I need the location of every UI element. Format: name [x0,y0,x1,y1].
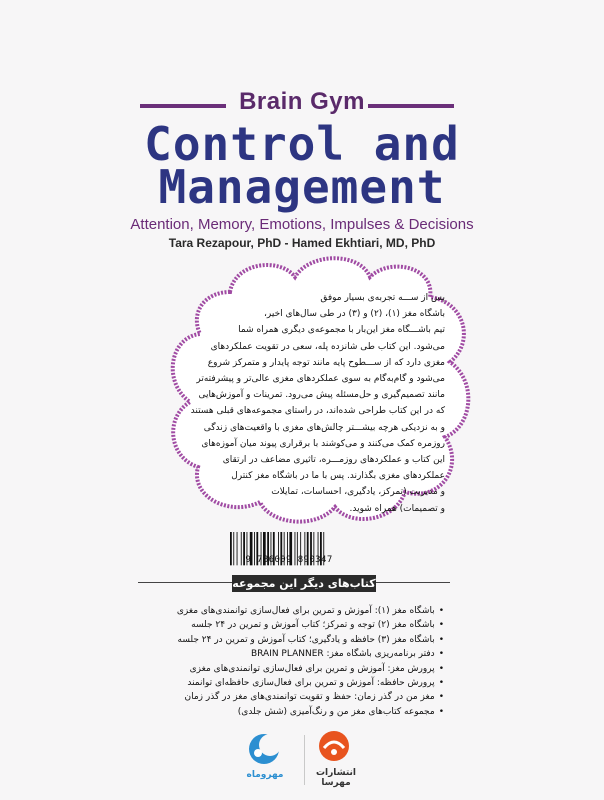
cloud-line: و به نزدیکی هرچه بیشـــتر چالش‌های مغزی با واقعیت‌های زندگی [203,422,445,433]
list-item: • پرورش مغز: آموزش و تمرین برای فعال‌سازی توانمندی‌های مغزی [148,662,444,676]
list-item: • باشگاه مغز (۱): آموزش و تمرین برای فعال‌سازی توانمندی‌های مغزی [148,604,444,618]
list-item: • مغز من در گذر زمان: حفظ و تقویت توانمندی‌های مغز در گذر زمان [148,690,444,704]
list-item: • پرورش حافظه: آموزش و تمرین برای فعال‌سازی حافظه‌ای توانمند [148,676,444,690]
cloud-description [190,290,445,514]
book-authors: Tara Rezapour, PhD - Hamed Ekhtiari, MD, PhD [168,236,436,250]
mehromah-logo-icon [244,732,284,766]
cloud-line: روزمره کمک می‌کنند و می‌کوشند با برقراری پیوند میان آموزه‌های [201,438,445,449]
brand-name: Brain Gym [239,88,365,115]
cloud-line: این کتاب و عملکردهای روزمـــره، تاثیری مضاعف در ارتقای [222,455,445,466]
barcode-number: 9 786009 890347 [245,555,333,565]
cloud-line: که در این کتاب طراحی شده‌اند، در راستای مجموعه‌های قبلی هستند [190,406,445,417]
other-books-list [148,604,444,719]
brand-rule-left [140,104,226,108]
cloud-line: می‌شود. این کتاب طی شانزده پله، سعی در تقویت عملکردهای [210,341,445,352]
mehromah-logo-text: مهروماه [246,770,284,780]
brand-header [0,88,604,116]
barcode-bars [228,532,350,572]
book-title-line1: Control and [144,117,460,171]
cloud-line: می‌شود و گام‌به‌گام به سوی عملکردهای مغزی عالی‌تر و پیشرفته‌تر [196,374,445,385]
logo-separator [304,735,305,785]
list-item: • دفتر برنامه‌ریزی باشگاه مغز: BRAIN PLANNER [148,647,444,661]
mehrsa-logo-text: انتشارات مهرسا [316,768,356,788]
mehrsa-logo-icon [316,728,352,764]
list-item: • مجموعه کتاب‌های مغز من و رنگ‌آمیزی (شش جلدی) [148,705,444,719]
cloud-line: پس از ســـه تجربه‌ی بسیار موفق [320,293,445,303]
cloud-line: مغزی دارد که از ســـطوح پایه مانند توجه پایدار و متمرکز شروع [207,357,445,368]
cloud-line: باشگاه مغز (۱)، (۲) و (۳) در طی سال‌های اخیر، [264,309,445,320]
book-subtitle: Attention, Memory, Emotions, Impulses & Decisions [130,216,474,233]
list-item: • باشگاه مغز (۳) حافظه و یادگیری؛ کتاب آموزش و تمرین در ۲۴ جلسه [148,633,444,647]
cloud-line: و تصمیمات) همراه شوید. [349,503,445,514]
cloud-line: و مدیریت (تمرکز، یادگیری، احساسات، تمایلات [271,487,445,498]
book-title-line2: Management [158,160,446,214]
list-item: • باشگاه مغز (۲) توجه و تمرکز؛ کتاب آموزش و تمرین در ۲۴ جلسه [148,618,444,632]
cloud-line: مانند تصمیم‌گیری و حل‌مسئله پیش می‌رود. تمرینات و آموزش‌هایی [198,390,445,401]
brand-rule-right [368,104,454,108]
cloud-line: عملکردهای مغزی بگذارند. پس با ما در باشگاه مغز کنترل [231,471,445,482]
cloud-line: تیم باشـــگاه مغز این‌بار با مجموعه‌ی دیگری همراه شما [238,325,445,336]
other-books-heading: کتاب‌های دیگر این مجموعه [232,577,376,590]
